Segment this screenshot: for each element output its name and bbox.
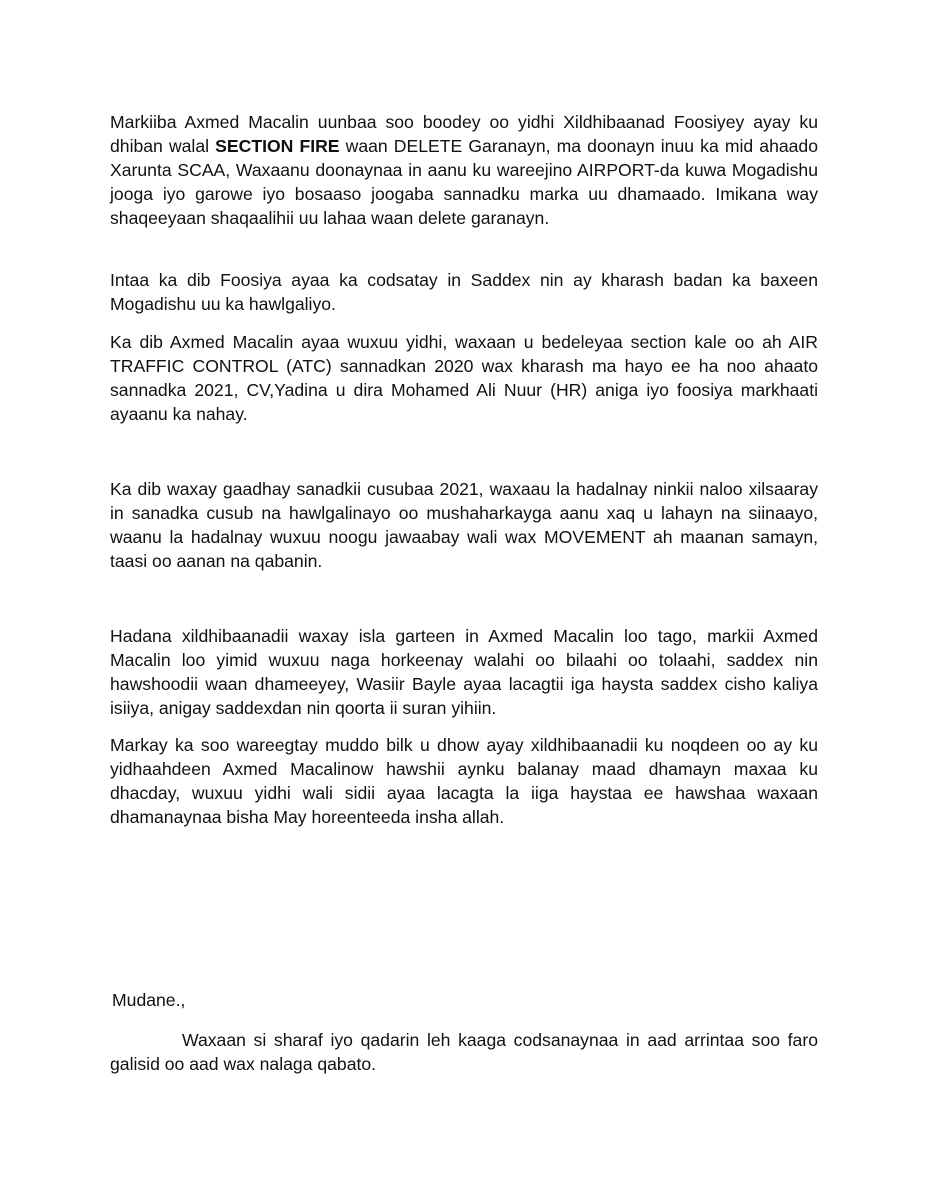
paragraph-6: Markay ka soo wareegtay muddo bilk u dhow ayay xildhibaanadii ku noqdeen oo ay ku yidhaahdeen Axmed Macalinow hawshii aynku balanay maad dhamayn maxaa ku dhacday, wuxuu yidhi wali sidii ayaa lacagta la iiga haystaa ee hawshaa waxaan dhamanaynaa bisha May horeenteeda insha allah. (110, 735, 818, 827)
section-fire-bold: SECTION FIRE (215, 136, 340, 156)
paragraph-1-text-end: waan DELETE Garanayn, ma doonayn inuu ka mid ahaado Xarunta SCAA, Waxaanu doonaynaa in aanu ku wareejino AIRPORT-da kuwa Mogadishu jooga iyo garowe iyo bosaaso joogaba sannadku marka uu dhamaado. Imikana way shaqeeyaan shaqaalihii uu lahaa waan delete garanayn. (110, 136, 818, 228)
paragraph-1 (110, 110, 818, 230)
closing-paragraph: Waxaan si sharaf iyo qadarin leh kaaga codsanaynaa in aad arrintaa soo faro galisid oo aad wax nalaga qabato. (110, 1030, 818, 1074)
paragraph-5: Hadana xildhibaanadii waxay isla garteen in Axmed Macalin loo tago, markii Axmed Macalin loo yimid wuxuu naga horkeenay walahi oo bilaahi oo tolaahi, saddex nin hawshoodii waan dhameeyey, Wasiir Bayle ayaa lacagtii iga haysta saddex cisho kaliya isiiya, anigay saddexdan nin qoorta ii suran yihiin. (110, 626, 818, 718)
paragraph-2: Intaa ka dib Foosiya ayaa ka codsatay in Saddex nin ay kharash badan ka baxeen Mogadishu uu ka hawlgaliyo. (110, 270, 818, 314)
salutation: Mudane., (112, 990, 186, 1010)
paragraph-4: Ka dib waxay gaadhay sanadkii cusubaa 2021, waxaau la hadalnay ninkii naloo xilsaaray in sanadka cusub na hawlgalinayo oo mushaharkayga aanu xaq u lahayn na siinaayo, waanu la hadalnay wuxuu noogu jawaabay wali wax MOVEMENT ah maanan samayn, taasi oo aanan na qabanin. (110, 479, 818, 571)
paragraph-3: Ka dib Axmed Macalin ayaa wuxuu yidhi, waxaan u bedeleyaa section kale oo ah AIR TRAFFIC CONTROL (ATC) sannadkan 2020 wax kharash ma hayo ee ha noo ahaato sannadka 2021, CV,Yadina u dira Mohamed Ali Nuur (HR) aniga iyo foosiya markhaati ayaanu ka nahay. (110, 332, 818, 424)
paragraph-1-text-start: Markiiba Axmed Macalin uunbaa soo boodey oo yidhi Xildhibaanad Foosiyey ayay ku dhiban walal (110, 112, 818, 156)
